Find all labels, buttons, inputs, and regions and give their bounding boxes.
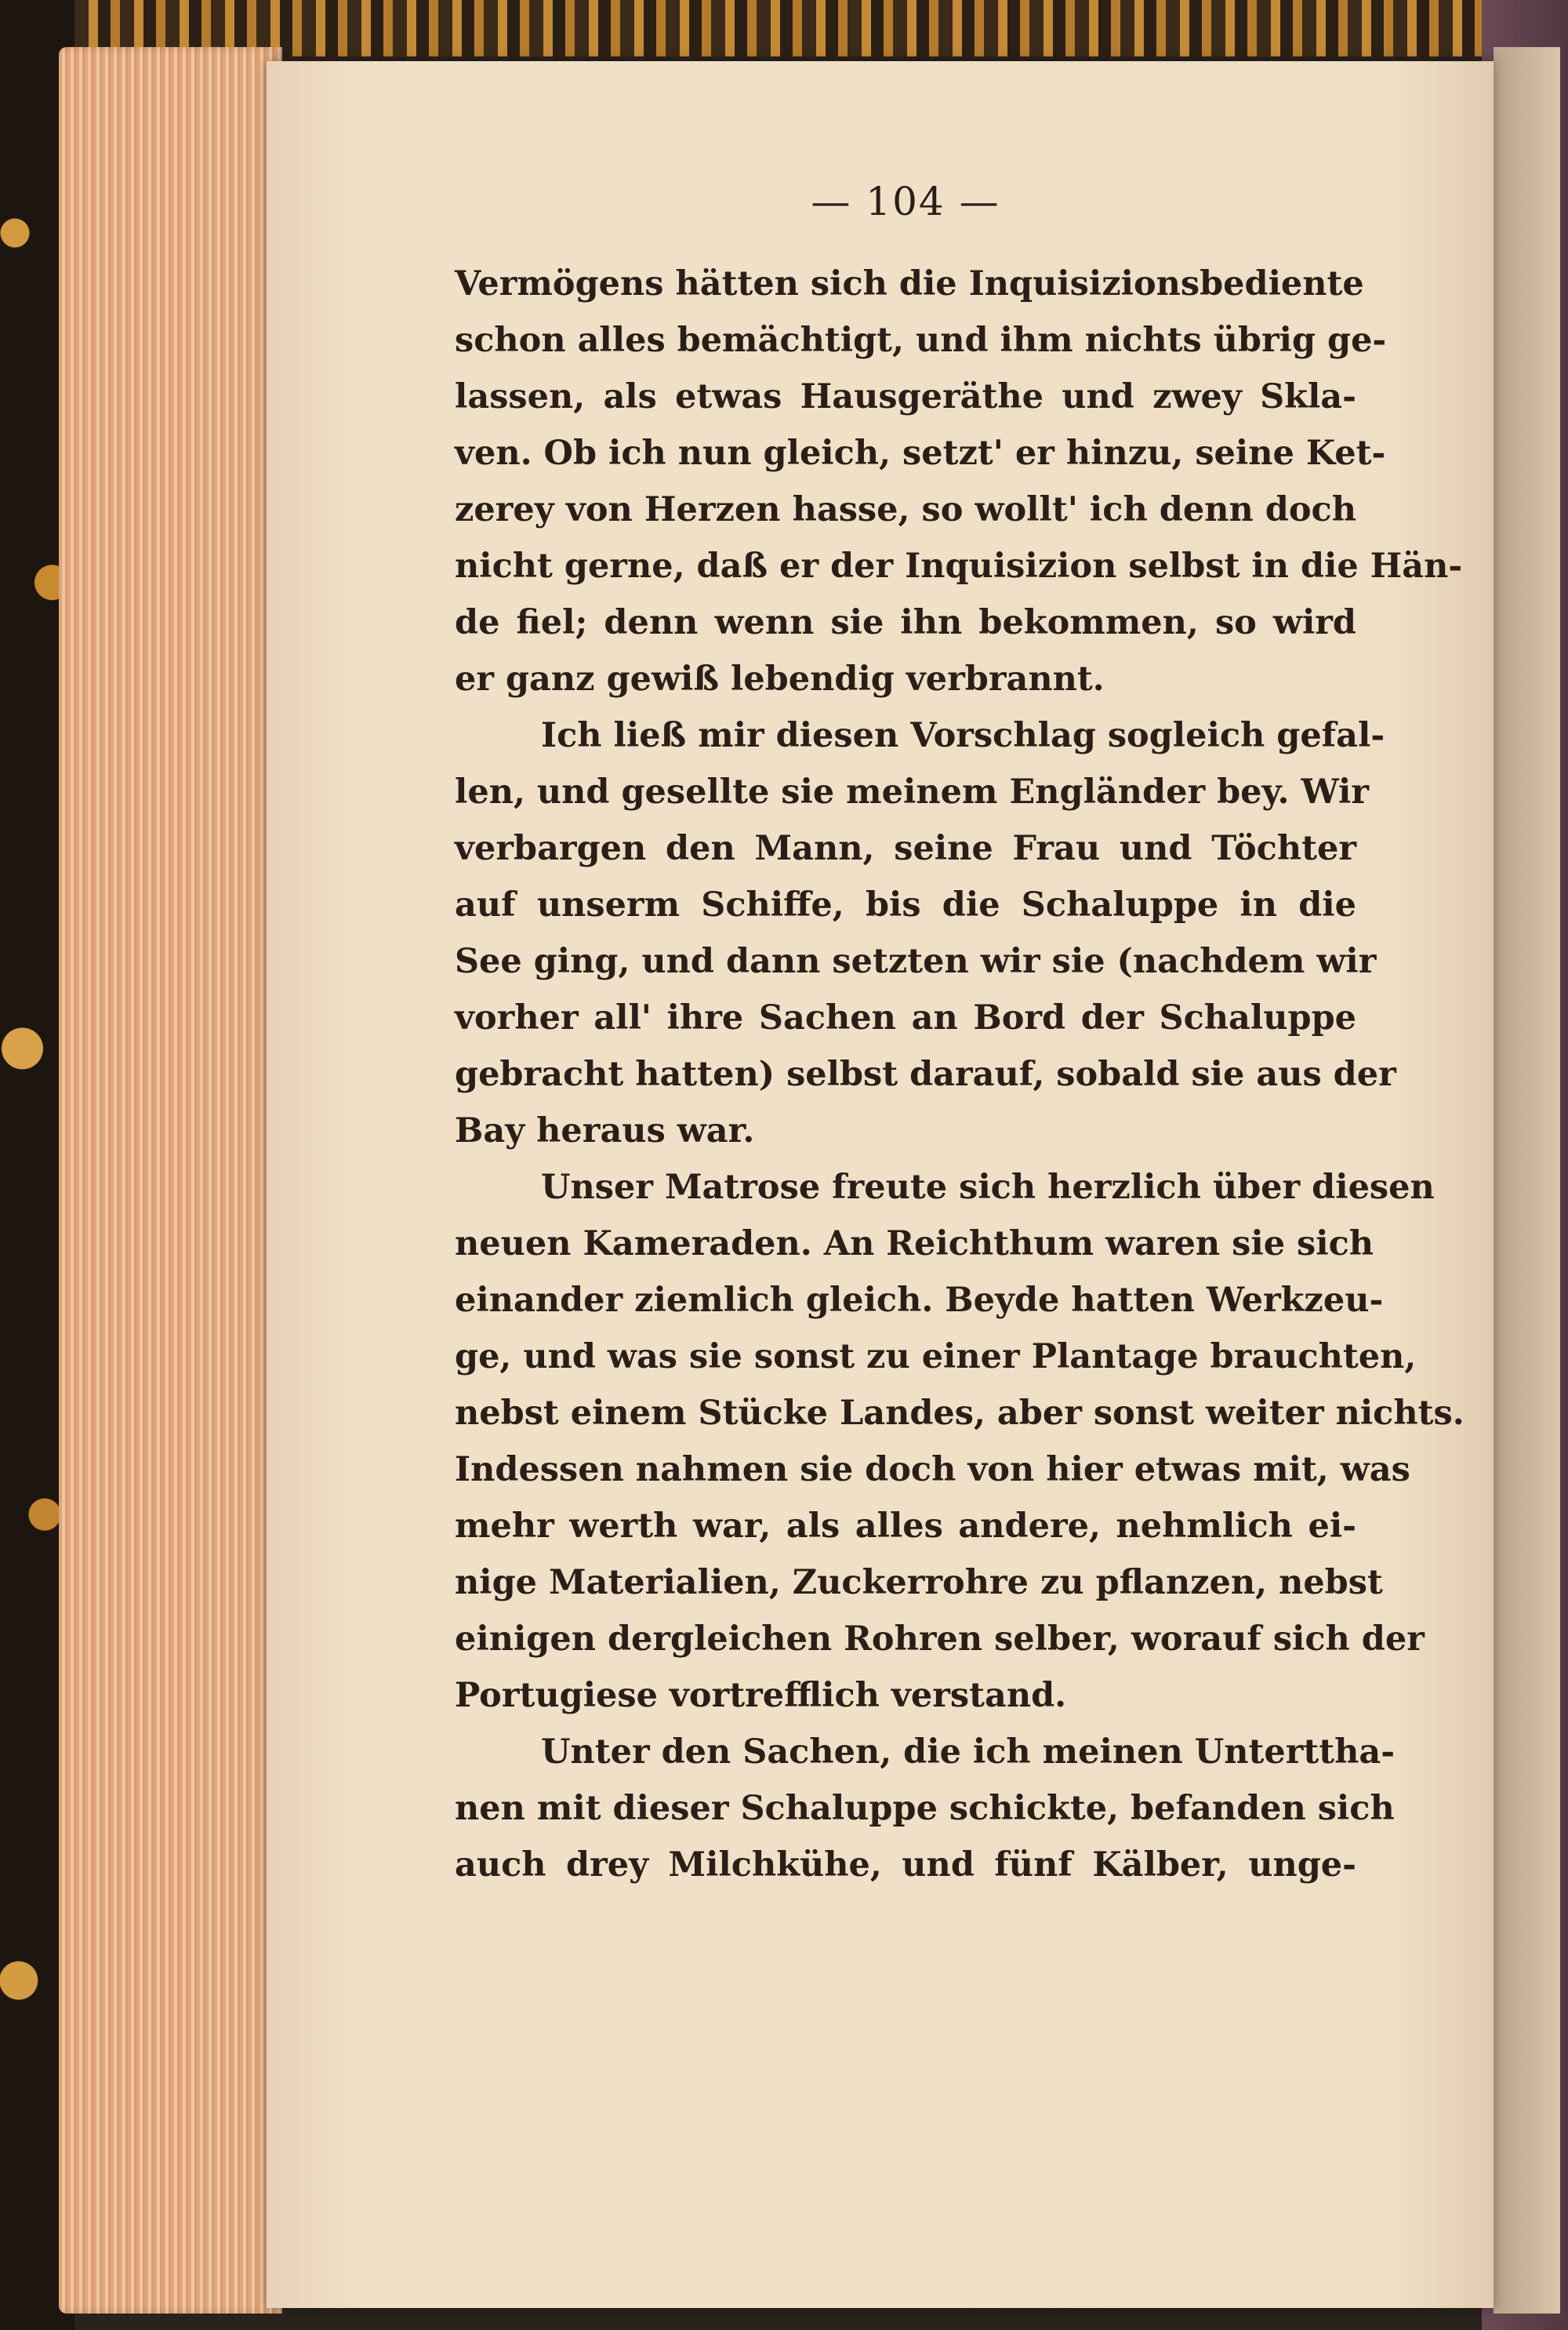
text-line: nen mit dieser Schaluppe schickte, befanden sich bbox=[455, 1789, 1395, 1828]
text-line: len, und gesellte sie meinem Engländer bey. Wir bbox=[455, 772, 1370, 812]
text-line: verbargen den Mann, seine Frau und Töchter bbox=[455, 829, 1356, 868]
text-line: Unter den Sachen, die ich meinen Unterttha- bbox=[541, 1732, 1396, 1772]
text-lines bbox=[455, 256, 1465, 1893]
text-line: nige Materialien, Zuckerrohre zu pflanzen, nebst bbox=[455, 1563, 1383, 1602]
text-line: neuen Kameraden. An Reichthum waren sie sich bbox=[455, 1224, 1374, 1263]
text-line: ge, und was sie sonst zu einer Plantage brauchten, bbox=[455, 1337, 1417, 1376]
text-line: nicht gerne, daß er der Inquisizion selbst in die Hän- bbox=[455, 547, 1463, 586]
marbled-cover-top bbox=[74, 0, 1564, 56]
text-line: mehr werth war, als alles andere, nehmlich ei- bbox=[455, 1507, 1356, 1546]
text-line: zerey von Herzen hasse, so wollt' ich denn doch bbox=[455, 490, 1356, 529]
text-line: schon alles bemächtigt, und ihm nichts übrig ge- bbox=[455, 321, 1387, 360]
facing-page-edge bbox=[1494, 47, 1560, 2314]
text-line: Ich ließ mir diesen Vorschlag sogleich gefal- bbox=[541, 716, 1385, 755]
book-page bbox=[267, 61, 1494, 2308]
text-line: auch drey Milchkühe, und fünf Kälber, unge- bbox=[455, 1845, 1356, 1885]
text-line: auf unserm Schiffe, bis die Schaluppe in die bbox=[455, 885, 1356, 925]
text-line: lassen, als etwas Hausgeräthe und zwey Skla- bbox=[455, 377, 1356, 416]
text-line: nebst einem Stücke Landes, aber sonst weiter nichts. bbox=[455, 1394, 1465, 1433]
page-edge-stack bbox=[59, 47, 282, 2314]
text-line: einander ziemlich gleich. Beyde hatten Werkzeu- bbox=[455, 1281, 1384, 1320]
page-text bbox=[455, 179, 1465, 1893]
text-line: Vermögens hätten sich die Inquisizionsbediente bbox=[455, 264, 1364, 304]
text-line: Unser Matrose freute sich herzlich über diesen bbox=[541, 1168, 1435, 1207]
text-line: Indessen nahmen sie doch von hier etwas mit, was bbox=[455, 1450, 1410, 1489]
text-line: See ging, und dann setzten wir sie (nachdem wir bbox=[455, 942, 1377, 981]
text-line: er ganz gewiß lebendig verbrannt. bbox=[455, 660, 1105, 699]
page-number: — 104 — bbox=[811, 179, 1000, 224]
text-line: vorher all' ihre Sachen an Bord der Schaluppe bbox=[455, 998, 1356, 1038]
text-line: ven. Ob ich nun gleich, setzt' er hinzu, seine Ket- bbox=[455, 434, 1386, 473]
text-line: gebracht hatten) selbst darauf, sobald sie aus der bbox=[455, 1055, 1396, 1094]
text-line: de fiel; denn wenn sie ihn bekommen, so wird bbox=[455, 603, 1356, 642]
text-line: Bay heraus war. bbox=[455, 1111, 755, 1150]
text-line: Portugiese vortrefflich verstand. bbox=[455, 1676, 1067, 1715]
text-line: einigen dergleichen Rohren selber, worauf sich der bbox=[455, 1619, 1425, 1659]
